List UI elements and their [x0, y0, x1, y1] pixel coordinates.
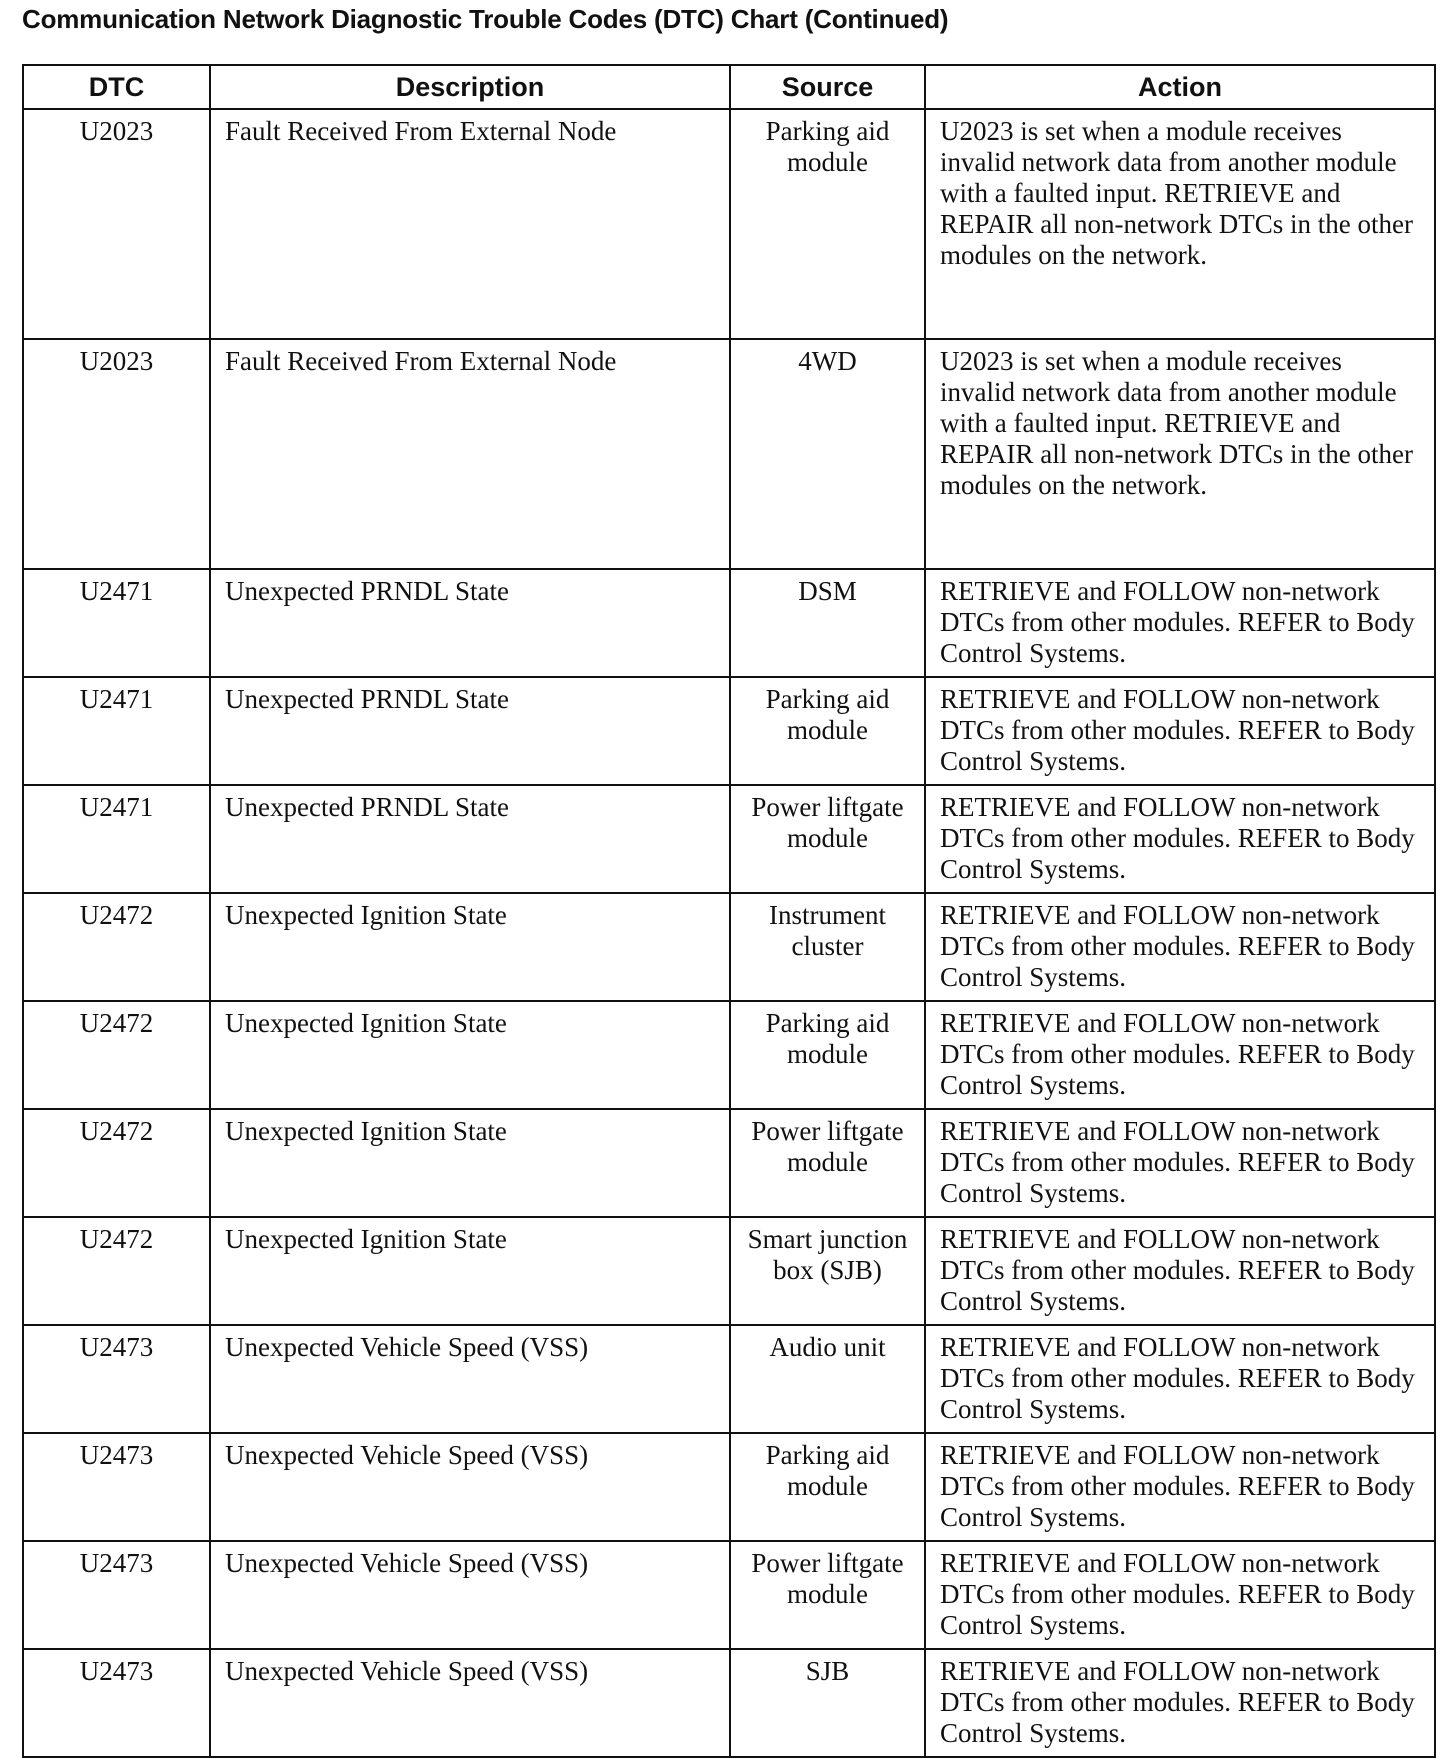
dtc-code-cell: U2472: [23, 893, 210, 1001]
action-cell: RETRIEVE and FOLLOW non-network DTCs from other modules. REFER to Body Control Systems.: [925, 1433, 1435, 1541]
source-cell: Smart junction box (SJB): [730, 1217, 925, 1325]
action-cell: RETRIEVE and FOLLOW non-network DTCs from other modules. REFER to Body Control Systems.: [925, 1541, 1435, 1649]
dtc-code-cell: U2471: [23, 677, 210, 785]
action-cell: RETRIEVE and FOLLOW non-network DTCs from other modules. REFER to Body Control Systems.: [925, 1001, 1435, 1109]
table-row: [23, 1001, 1435, 1109]
table-row: [23, 109, 1435, 339]
source-cell: Parking aid module: [730, 1001, 925, 1109]
table-row: [23, 1217, 1435, 1325]
source-cell: Power liftgate module: [730, 1109, 925, 1217]
dtc-code-cell: U2473: [23, 1433, 210, 1541]
description-cell: Unexpected PRNDL State: [210, 677, 730, 785]
description-cell: Fault Received From External Node: [210, 109, 730, 339]
description-cell: Unexpected Vehicle Speed (VSS): [210, 1325, 730, 1433]
column-header-dtc: DTC: [23, 65, 210, 109]
dtc-code-cell: U2472: [23, 1001, 210, 1109]
action-cell: RETRIEVE and FOLLOW non-network DTCs from other modules. REFER to Body Control Systems.: [925, 893, 1435, 1001]
description-cell: Fault Received From External Node: [210, 339, 730, 569]
column-header-description: Description: [210, 65, 730, 109]
description-cell: Unexpected PRNDL State: [210, 785, 730, 893]
action-cell: U2023 is set when a module receives invalid network data from another module with a faulted input. RETRIEVE and REPAIR all non-network DTCs in the other modules on the network.: [925, 339, 1435, 569]
action-cell: RETRIEVE and FOLLOW non-network DTCs from other modules. REFER to Body Control Systems.: [925, 569, 1435, 677]
table-row: [23, 893, 1435, 1001]
action-cell: RETRIEVE and FOLLOW non-network DTCs from other modules. REFER to Body Control Systems.: [925, 1217, 1435, 1325]
table-header-row: [23, 65, 1435, 109]
dtc-code-cell: U2471: [23, 785, 210, 893]
table-row: [23, 1433, 1435, 1541]
description-cell: Unexpected Ignition State: [210, 893, 730, 1001]
action-cell: RETRIEVE and FOLLOW non-network DTCs from other modules. REFER to Body Control Systems.: [925, 1649, 1435, 1757]
dtc-code-cell: U2471: [23, 569, 210, 677]
description-cell: Unexpected PRNDL State: [210, 569, 730, 677]
dtc-table: [22, 64, 1436, 1758]
table-row: [23, 339, 1435, 569]
action-cell: RETRIEVE and FOLLOW non-network DTCs from other modules. REFER to Body Control Systems.: [925, 677, 1435, 785]
table-row: [23, 1649, 1435, 1757]
description-cell: Unexpected Vehicle Speed (VSS): [210, 1649, 730, 1757]
column-header-action: Action: [925, 65, 1435, 109]
source-cell: 4WD: [730, 339, 925, 569]
source-cell: Parking aid module: [730, 1433, 925, 1541]
source-cell: Instrument cluster: [730, 893, 925, 1001]
column-header-source: Source: [730, 65, 925, 109]
dtc-code-cell: U2473: [23, 1541, 210, 1649]
dtc-code-cell: U2472: [23, 1217, 210, 1325]
description-cell: Unexpected Vehicle Speed (VSS): [210, 1541, 730, 1649]
dtc-code-cell: U2473: [23, 1325, 210, 1433]
page-title: Communication Network Diagnostic Trouble Codes (DTC) Chart (Continued): [22, 4, 949, 34]
source-cell: Power liftgate module: [730, 785, 925, 893]
table-row: [23, 569, 1435, 677]
source-cell: DSM: [730, 569, 925, 677]
action-cell: RETRIEVE and FOLLOW non-network DTCs from other modules. REFER to Body Control Systems.: [925, 785, 1435, 893]
table-row: [23, 1325, 1435, 1433]
table-row: [23, 1109, 1435, 1217]
dtc-code-cell: U2473: [23, 1649, 210, 1757]
source-cell: SJB: [730, 1649, 925, 1757]
action-cell: RETRIEVE and FOLLOW non-network DTCs from other modules. REFER to Body Control Systems.: [925, 1109, 1435, 1217]
source-cell: Parking aid module: [730, 109, 925, 339]
table-row: [23, 677, 1435, 785]
action-cell: RETRIEVE and FOLLOW non-network DTCs from other modules. REFER to Body Control Systems.: [925, 1325, 1435, 1433]
description-cell: Unexpected Vehicle Speed (VSS): [210, 1433, 730, 1541]
dtc-code-cell: U2472: [23, 1109, 210, 1217]
description-cell: Unexpected Ignition State: [210, 1109, 730, 1217]
source-cell: Power liftgate module: [730, 1541, 925, 1649]
description-cell: Unexpected Ignition State: [210, 1217, 730, 1325]
table-row: [23, 785, 1435, 893]
source-cell: Audio unit: [730, 1325, 925, 1433]
table-row: [23, 1541, 1435, 1649]
action-cell: U2023 is set when a module receives invalid network data from another module with a faulted input. RETRIEVE and REPAIR all non-network DTCs in the other modules on the network.: [925, 109, 1435, 339]
description-cell: Unexpected Ignition State: [210, 1001, 730, 1109]
dtc-code-cell: U2023: [23, 109, 210, 339]
dtc-code-cell: U2023: [23, 339, 210, 569]
source-cell: Parking aid module: [730, 677, 925, 785]
